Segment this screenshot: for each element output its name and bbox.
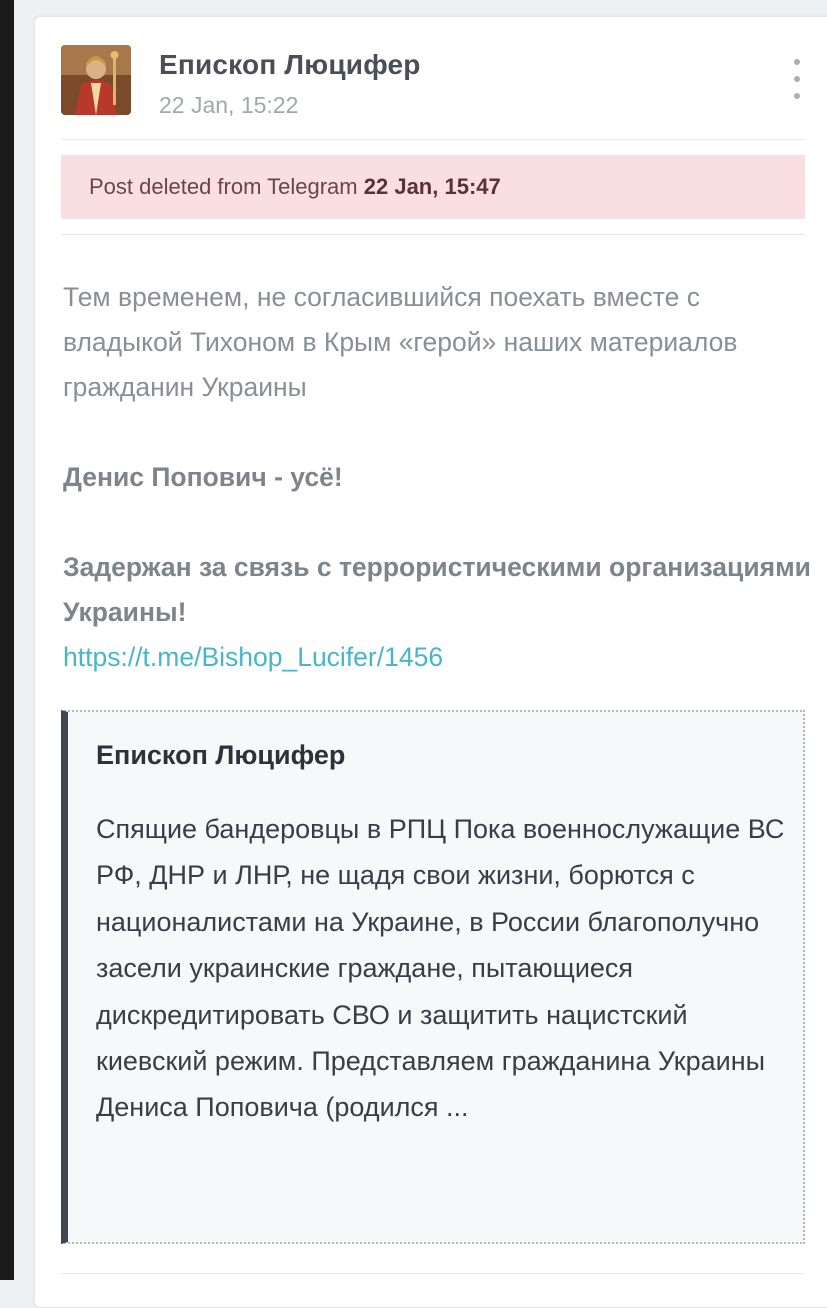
post-card [34,16,827,1308]
post-date: 22 Jan, 15:22 [159,92,299,118]
post-paragraph: Тем временем, не согласившийся поехать вместе с владыкой Тихоном в Крым «герой» наших материалов гражданин Украины [63,282,738,402]
footer-divider [61,1273,805,1274]
quote-author: Епископ Люцифер [96,740,346,770]
avatar[interactable] [61,45,131,115]
deleted-notice [61,155,805,219]
banner-divider [61,234,805,235]
bishop-portrait-icon [61,45,131,115]
telegram-link[interactable]: https://t.me/Bishop_Lucifer/1456 [63,642,444,672]
post-headline: Денис Попович - усё! [63,462,343,492]
quote-text: Спящие бандеровцы в РПЦ Пока военнослужащие ВС РФ, ДНР и ЛНР, не щадя свои жизни, борются с националистами на Украине, в России благополучно засели украинские граждане, пытающиеся дискредитировать СВО и защитить нацистский киевский режим. Представляем гражданина Украины Дениса Поповича (родился ... [96,814,785,1123]
quoted-post[interactable] [61,710,805,1244]
deleted-time: 22 Jan, 15:47 [363,174,501,199]
more-options-icon[interactable] [783,59,811,99]
deleted-label: Post deleted from Telegram [89,174,358,199]
author-name[interactable]: Епископ Люцифер [159,49,421,80]
post-paragraph-bold: Задержан за связь с террористическими организациями Украины! [63,552,811,627]
post-header [61,45,811,125]
left-edge-strip [0,0,14,1280]
header-divider [61,139,805,140]
post-body [63,275,813,680]
